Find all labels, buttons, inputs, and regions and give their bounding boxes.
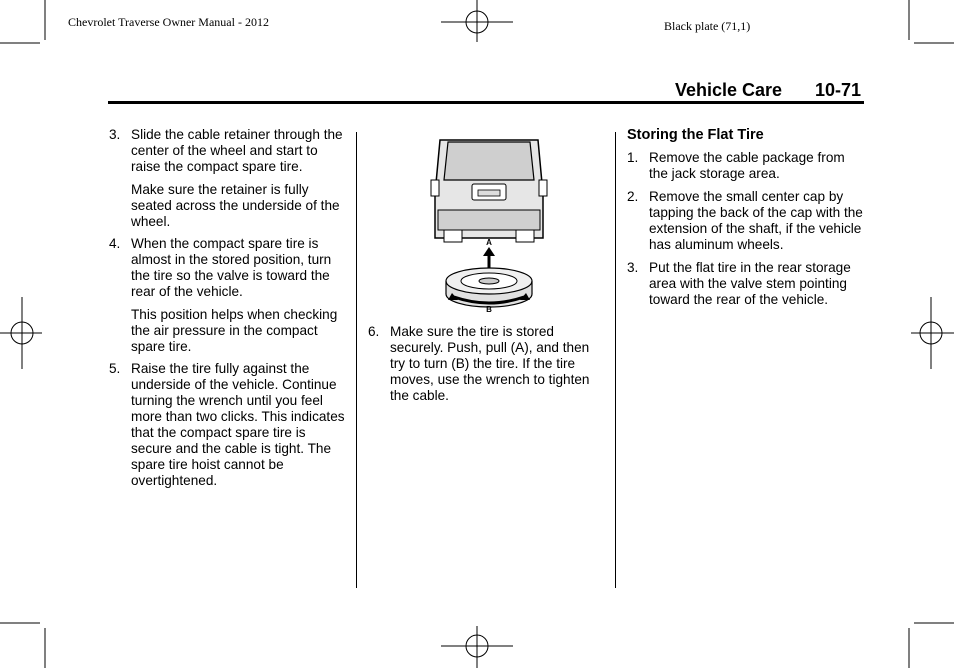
registration-mark-right [911,297,954,369]
registration-mark-left [0,297,42,369]
column-2 [368,324,608,411]
item-text: When the compact spare tire is almost in the stored position, turn the tire so the valve is toward the rear of the vehicle. [131,236,332,299]
item-note: This position helps when checking the air pressure in the compact spare tire. [131,307,338,354]
item-number: 4. [109,236,121,251]
list-item [627,150,865,182]
item-text: Make sure the tire is stored securely. Push, pull (A), and then try to turn (B) the tire. If the tire moves, use the wrench to tighten the cable. [390,324,590,403]
item-text: Remove the cable package from the jack storage area. [649,150,845,181]
label-a: A [486,238,492,247]
registration-mark-top [441,0,513,42]
item-number: 3. [627,260,639,275]
label-b: B [486,305,492,314]
item-text: Remove the small center cap by tapping the back of the cap with the extension of the shaft, if the vehicle has aluminum wheels. [649,189,863,252]
item-number: 1. [627,150,639,165]
item-text: Put the flat tire in the rear storage area with the valve stem pointing toward the rear of the vehicle. [649,260,851,307]
list-item [368,324,608,404]
list-item [109,127,349,175]
spare-tire-illustration [430,134,548,316]
spare-tire-icon [446,268,532,307]
page-number: 10-71 [815,80,862,100]
manual-title: Chevrolet Traverse Owner Manual - 2012 [68,15,269,29]
item-number: 5. [109,361,121,376]
column-divider-1 [356,132,357,588]
column-1 [109,127,349,496]
vehicle-rear-illustration [431,140,547,242]
item-text: Slide the cable retainer through the center of the wheel and start to raise the compact spare tire. [131,127,343,174]
list-item [627,260,865,308]
registration-mark-bottom [441,626,513,668]
item-number: 2. [627,189,639,204]
item-note: Make sure the retainer is fully seated across the underside of the wheel. [131,182,340,229]
item-text: Raise the tire fully against the underside of the vehicle. Continue turning the wrench until you feel more than two clicks. This indicates that the compact spare tire is secure and the cable is tight. The spare tire hoist cannot be overtightened. [131,361,345,488]
column-3 [627,127,865,315]
list-item [109,236,349,300]
list-item [627,189,865,253]
section-title: Vehicle Care [675,80,783,100]
item-number: 6. [368,324,380,339]
plate-label: Black plate (71,1) [664,19,751,33]
column-divider-2 [615,132,616,588]
section-heading: Storing the Flat Tire [627,127,764,143]
item-number: 3. [109,127,121,142]
header-rule [108,101,864,104]
list-item [109,361,349,489]
